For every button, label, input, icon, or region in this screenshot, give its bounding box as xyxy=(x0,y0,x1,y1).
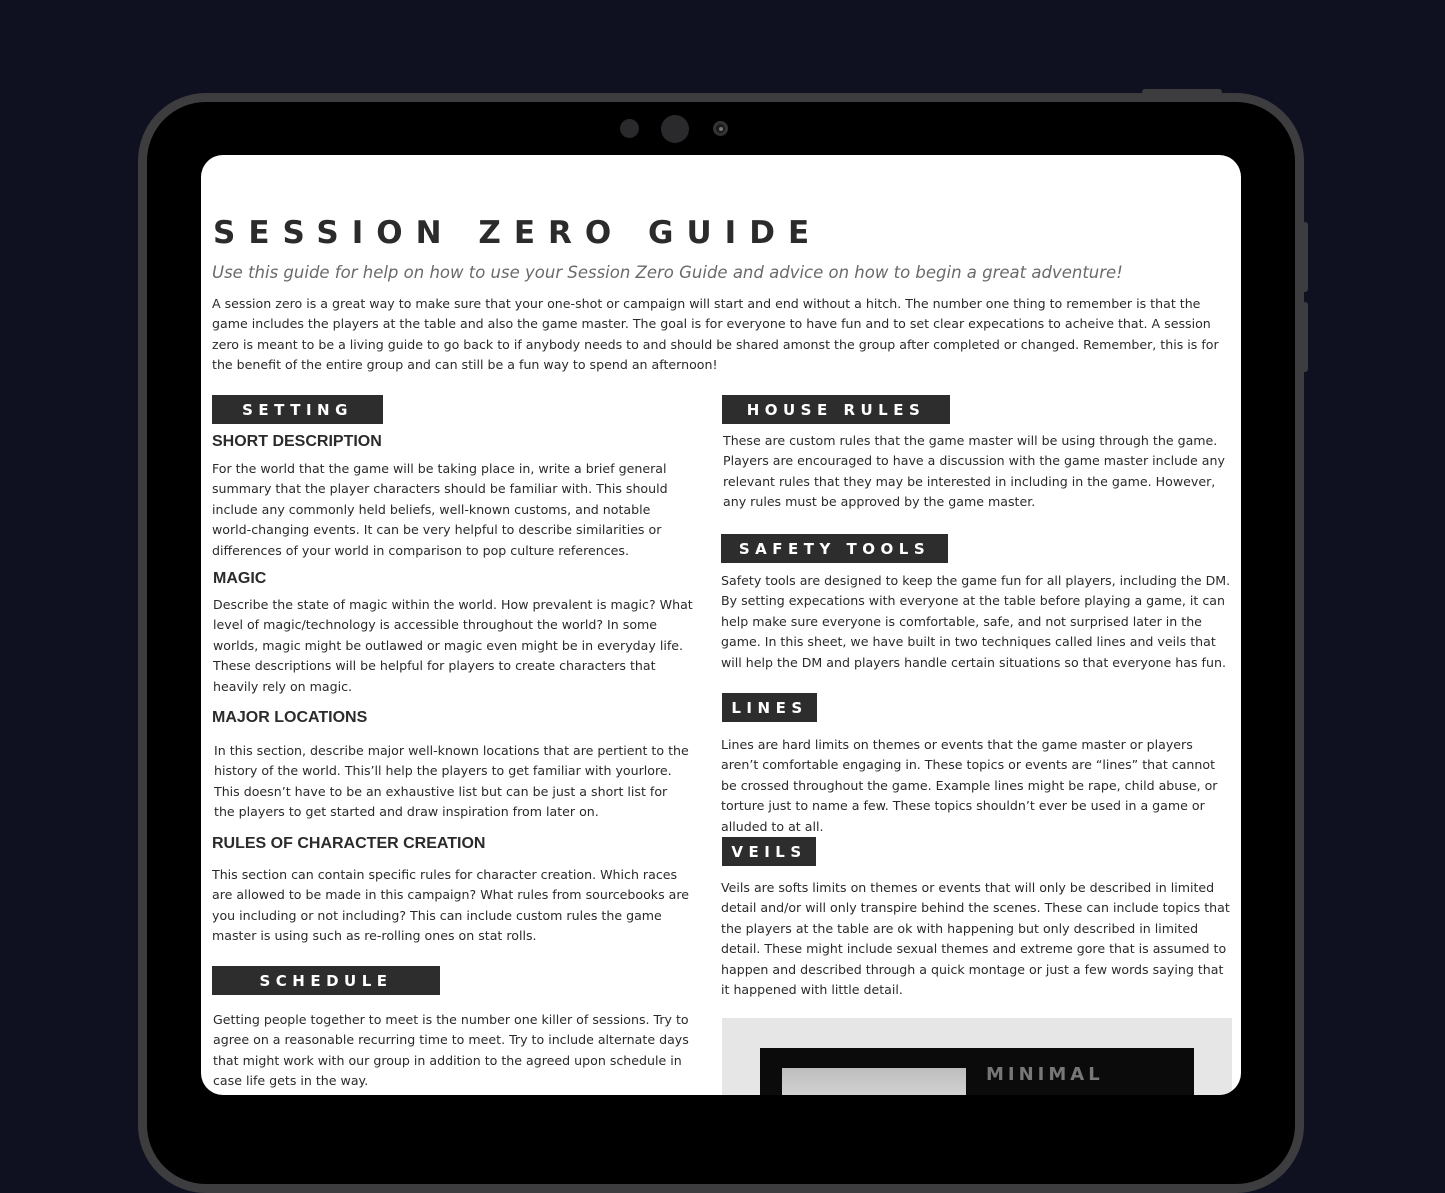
page-title: SESSION ZERO GUIDE xyxy=(213,215,823,251)
tablet-sensor xyxy=(620,119,639,138)
schedule-text: Getting people together to meet is the number one killer of sessions. Try to agree on a reasonable recurring time to meet. Try to include alternate days that might work with our group in addition to the agreed upon schedule in case life gets in the way. xyxy=(213,1012,689,1089)
promo-dark-panel xyxy=(760,1048,1194,1095)
section-bar-veils: VEILS xyxy=(722,837,816,866)
subheading-short-description: SHORT DESCRIPTION xyxy=(212,433,382,450)
tablet-volume-up-button xyxy=(1300,222,1308,292)
section-bar-lines: LINES xyxy=(722,693,817,722)
tablet-volume-down-button xyxy=(1300,302,1308,372)
section-bar-schedule: SCHEDULE xyxy=(212,966,440,995)
house-rules-text: These are custom rules that the game master will be using through the game. Players are encouraged to have a discussion with the game master include any relevant rules that they may be interested in including in the game. However, any rules must be approved by the game master. xyxy=(723,433,1225,510)
tablet-camera-lens xyxy=(713,121,728,136)
promo-image xyxy=(782,1068,966,1095)
major-locations-text: In this section, describe major well-known locations that are pertient to the history of the world. This’ll help the players to get familiar with yourlore. This doesn’t have to be an exhaustive list but can be just a short list for the players to get started and draw inspiration from later on. xyxy=(214,743,689,820)
subheading-major-locations: MAJOR LOCATIONS xyxy=(212,709,368,726)
subheading-rules-of-character-creation: RULES OF CHARACTER CREATION xyxy=(212,835,486,852)
magic-text: Describe the state of magic within the world. How prevalent is magic? What level of magic/technology is accessible throughout the world? In some worlds, magic might be outlawed or magic even might be in everyday life. These descriptions will be helpful for players to create characters that heavily rely on magic. xyxy=(213,597,693,694)
veils-text: Veils are softs limits on themes or events that will only be described in limited detail and/or will only transpire behind the scenes. These can include topics that the players at the table are ok with happening but only described in limited detail. These might include sexual themes and extreme gore that is assumed to happen and described through a quick montage or just a few words saying that it happened with little detail. xyxy=(721,880,1230,998)
section-bar-setting: SETTING xyxy=(212,395,383,424)
page-subtitle: Use this guide for help on how to use your Session Zero Guide and advice on how to begin a great adventure! xyxy=(212,263,1123,282)
short-description-text: For the world that the game will be taking place in, write a brief general summary that the player characters should be familiar with. This should include any commonly held beliefs, well-known customs, and notable world-changing events. It can be very helpful to describe similarities or differences of your world in comparison to pop culture references. xyxy=(212,461,668,558)
rules-of-character-creation-text: This section can contain specific rules for character creation. Which races are allowed to be made in this campaign? What rules from sourcebooks are you including or not including? This can include custom rules the game master is using such as re-rolling ones on stat rolls. xyxy=(212,867,690,944)
section-bar-safety-tools: SAFETY TOOLS xyxy=(721,534,948,563)
tablet-screen xyxy=(201,155,1241,1095)
lines-text: Lines are hard limits on themes or events that the game master or players aren’t comfortable engaging in. These topics or events are “lines” that cannot be crossed throughout the game. Example lines might be rape, child abuse, or torture just to name a few. These topics shouldn’t ever be used in a game or alluded to at all. xyxy=(721,737,1218,834)
section-bar-house-rules: HOUSE RULES xyxy=(722,395,950,424)
safety-tools-text: Safety tools are designed to keep the game fun for all players, including the DM. By setting expecations with everyone at the table before playing a game, it can help make sure everyone is comfortable, safe, and not surprised later in the game. In this sheet, we have built in two techniques called lines and veils that will help the DM and players handle certain situations so that everyone has fun. xyxy=(721,573,1231,670)
subheading-magic: MAGIC xyxy=(213,570,267,587)
promo-preview xyxy=(722,1018,1232,1095)
intro-paragraph: A session zero is a great way to make sure that your one-shot or campaign will start and end without a hitch. The number one thing to remember is that the game includes the players at the table and also the game master. The goal is for everyone to have fun and to set clear expecations to acheive that. A session zero is meant to be a living guide to go back to if anybody needs to and should be shared amonst the group after completed or changed. Remember, this is for the benefit of the entire group and can still be a fun way to spend an afternoon! xyxy=(212,296,1219,373)
promo-title: MINIMAL xyxy=(986,1064,1104,1085)
tablet-camera xyxy=(661,115,689,143)
